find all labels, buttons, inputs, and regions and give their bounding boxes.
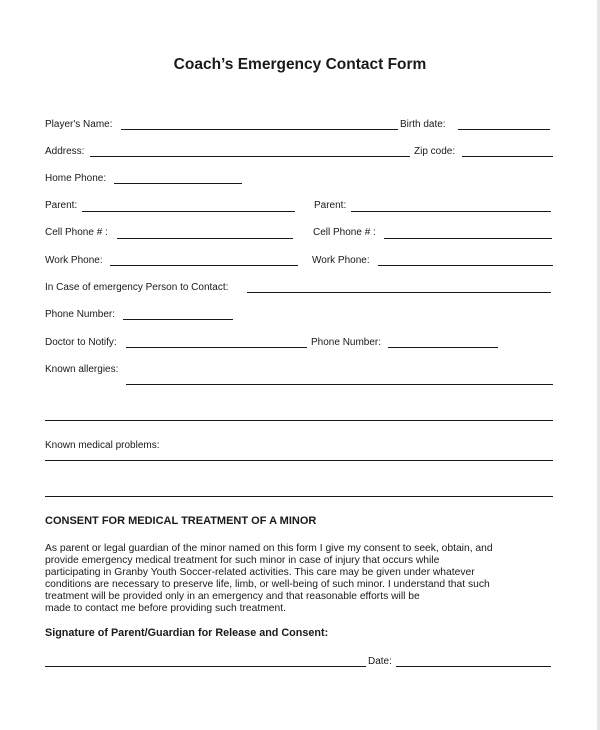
phone-number-field[interactable] <box>123 319 233 320</box>
cell-phone1-label: Cell Phone # : <box>45 227 108 238</box>
date-field[interactable] <box>396 666 551 667</box>
home-phone-field[interactable] <box>114 183 242 184</box>
work-phone2-field[interactable] <box>378 265 553 266</box>
doctor-phone-field[interactable] <box>388 347 498 348</box>
consent-line: participating in Granby Youth Soccer-related activities. This care may be given under whatever <box>45 567 475 579</box>
zip-code-field[interactable] <box>462 156 553 157</box>
medical-problems-field-line-1[interactable] <box>45 460 553 461</box>
doctor-phone-label: Phone Number: <box>311 337 382 348</box>
medical-problems-field-line-2[interactable] <box>45 496 553 497</box>
doctor-field[interactable] <box>126 347 307 348</box>
consent-heading: CONSENT FOR MEDICAL TREATMENT OF A MINOR <box>45 515 317 527</box>
consent-paragraph <box>45 543 565 616</box>
medical-problems-label: Known medical problems: <box>45 440 160 451</box>
birth-date-label: Birth date: <box>400 119 446 130</box>
phone-number-label: Phone Number: <box>45 309 116 320</box>
parent1-field[interactable] <box>82 211 295 212</box>
home-phone-label: Home Phone: <box>45 173 107 184</box>
player-name-field[interactable] <box>121 129 398 130</box>
page-title: Coach’s Emergency Contact Form <box>173 56 427 73</box>
signature-field[interactable] <box>45 666 366 667</box>
birth-date-field[interactable] <box>458 129 550 130</box>
consent-line: made to contact me before providing such treatment. <box>45 603 286 615</box>
allergies-field-line-1[interactable] <box>126 384 553 385</box>
player-name-label: Player's Name: <box>45 119 113 130</box>
parent1-label: Parent: <box>45 200 78 211</box>
parent2-label: Parent: <box>314 200 347 211</box>
consent-line: As parent or legal guardian of the minor named on this form I give my consent to seek, obtain, and <box>45 543 493 554</box>
cell-phone2-field[interactable] <box>384 238 552 239</box>
address-field[interactable] <box>90 156 410 157</box>
consent-line: provide emergency medical treatment for such minor in case of injury that occurs while <box>45 555 440 567</box>
parent2-field[interactable] <box>351 211 551 212</box>
consent-line: treatment will be provided only in an emergency and that reasonable efforts will be <box>45 591 420 603</box>
date-label: Date: <box>368 656 392 667</box>
work-phone1-label: Work Phone: <box>45 255 103 266</box>
consent-line: conditions are necessary to preserve life, limb, or well-being of such minor. I understand that such <box>45 579 490 591</box>
allergies-field-line-2[interactable] <box>45 420 553 421</box>
work-phone2-label: Work Phone: <box>312 255 370 266</box>
zip-code-label: Zip code: <box>414 146 456 157</box>
work-phone1-field[interactable] <box>110 265 298 266</box>
emergency-contact-label: In Case of emergency Person to Contact: <box>45 282 229 293</box>
address-label: Address: <box>45 146 85 157</box>
cell-phone2-label: Cell Phone # : <box>313 227 376 238</box>
allergies-label: Known allergies: <box>45 364 119 375</box>
emergency-contact-field[interactable] <box>247 292 551 293</box>
cell-phone1-field[interactable] <box>117 238 293 239</box>
doctor-label: Doctor to Notify: <box>45 337 117 348</box>
signature-heading: Signature of Parent/Guardian for Release and Consent: <box>45 627 329 639</box>
